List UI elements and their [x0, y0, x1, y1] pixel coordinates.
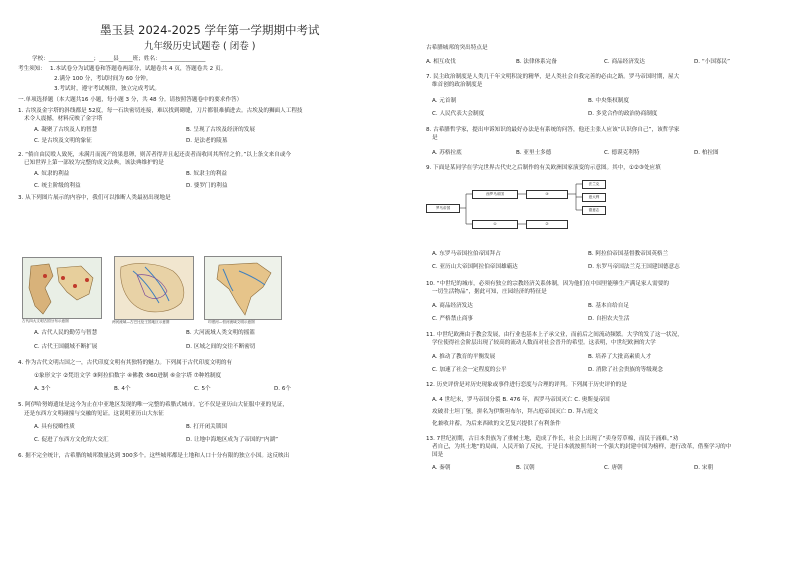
question-stem: 10. “中世纪的城市，必须有独立的宗教经济关系体制，因为他们在中国里能够生产满足家人需要的 — [426, 281, 669, 287]
question-stem: 6. 据不完全统计，古希腊的城邦数量达到 300多个。这些城邦都是土地和人口十分有限的独立小国。这反映出 — [18, 453, 290, 459]
note-1: 1.本试卷分为试题卷和答题卷两部分，试题卷共 4 页，答题卷共 2 页。 — [50, 66, 227, 72]
option-d[interactable]: D. 消除了社会贵族的等级观念 — [588, 367, 663, 373]
question-stem: 是 — [432, 135, 438, 141]
diagram-node-1: ① — [472, 220, 518, 229]
map-caption: 两河流域—古巴比伦王国地区示意图 — [112, 320, 170, 324]
option-d[interactable]: D. 宋朝 — [694, 465, 714, 471]
option-a[interactable]: A. 相互攻伐 — [426, 59, 456, 65]
option-a[interactable]: A. 商品经济发达 — [432, 303, 473, 309]
option-c[interactable]: C. 唐朝 — [604, 465, 623, 471]
question-stem: 已知世界上第一部较为完整的成文法典，该法典维护的是 — [24, 160, 164, 166]
option-c[interactable]: C. 是古埃及文明的象征 — [34, 138, 92, 144]
option-c[interactable]: C. 严格禁止商事 — [432, 316, 474, 322]
option-b[interactable]: B. 大河流域人类文明的摇篮 — [186, 330, 255, 336]
diagram-node-2: ② — [526, 220, 568, 229]
note-2: 2.满分 100 分，考试时间为 60 分钟。 — [54, 76, 152, 82]
option-b[interactable]: B. 打开闭关锁国 — [186, 424, 227, 430]
question-stem: 4. 作为古代文明古国之一，古代印度文明有其独特的魅力。下列属于古代印度文明的有 — [18, 360, 233, 366]
diagram-node-france: 法兰克 — [582, 180, 606, 189]
student-info-line: 学校：________________；_____县_____班；姓名：________________ — [32, 56, 206, 62]
option-line[interactable]: A. 4 世纪末，罗马帝国分裂 B. 476 年，西罗马帝国灭亡 C. 奥斯曼帝国 — [432, 397, 610, 403]
option-c[interactable]: C. 5个 — [194, 386, 211, 392]
question-stem: 8. 古希腊哲学家，提出申诉知识的最好办法是有系统的问答，他还主张人应该“认识你自己”，该哲学家 — [426, 127, 680, 133]
option-b[interactable]: B. 法律体系完备 — [516, 59, 557, 65]
diagram-node-3: ③ — [526, 190, 568, 199]
option-d[interactable]: D. 婆罗门的利益 — [186, 183, 228, 189]
option-d[interactable]: D. 是法老的陵墓 — [186, 138, 228, 144]
map-images — [22, 206, 282, 324]
question-stem: 3. 从下列图片展示的内容中，我们可以推断人类最初出现地是 — [18, 195, 171, 201]
diagram-node-west-rome: 西罗马帝国 — [472, 190, 518, 199]
option-d[interactable]: D. 自担农夫生活 — [588, 316, 630, 322]
question-stem: 维首创的政治制度是 — [432, 82, 483, 88]
mesopotamia-map-image — [114, 256, 194, 320]
world-map-image — [22, 257, 102, 319]
option-b[interactable]: B. 中央集权制度 — [588, 98, 629, 104]
notes-label: 考生须知： — [18, 66, 46, 72]
question-stem: 者自己，为其土地“的局面，人民开始了反抗，于是日本就按照当时一个强大的封建中国为榜样，进行改革，借鉴学习的中 — [432, 444, 732, 450]
question-stem: 7. 民主政治制度是人类几千年文明积淀的精华，是人类社会自我完善的必由之路。罗马帝国时期，屋大 — [426, 74, 680, 80]
option-a[interactable]: A. 元首制 — [432, 98, 457, 104]
option-d[interactable]: D. “小国寡民” — [694, 59, 731, 65]
option-d[interactable]: D. 柏拉图 — [694, 150, 719, 156]
option-b[interactable]: B. 培养了大批高素质人才 — [588, 354, 652, 360]
diagram-node-germany: 德意志 — [582, 206, 606, 215]
option-d[interactable]: D. 让地中海地区成为了帝国的“内湖” — [186, 437, 278, 443]
question-stem: 5. 阿伊哈努姆遗址是这今为止在中亚地区发现的唯一完整的希腊式城市。它不仅是亚历山大征服中亚的见证， — [18, 402, 289, 408]
option-a[interactable]: A. 3个 — [34, 386, 51, 392]
option-a[interactable]: A. 具有侵略性质 — [34, 424, 75, 430]
option-c[interactable]: C. 商品经济发达 — [604, 59, 646, 65]
option-b[interactable]: B. 奴隶主的利益 — [186, 171, 227, 177]
option-c[interactable]: C. 统主阶级的利益 — [34, 183, 81, 189]
exam-subtitle: 九年级历史试题卷 ( 闭卷 ) — [144, 41, 256, 52]
option-c[interactable]: C. 古代王国疆域不断扩展 — [34, 344, 98, 350]
option-d[interactable]: D. 区域之间的交往不断密切 — [186, 344, 256, 350]
exam-title: 墨玉县 2024-2025 学年第一学期期中考试 — [100, 23, 320, 37]
option-b[interactable]: B. 亚里士多德 — [516, 150, 552, 156]
option-b[interactable]: B. 汉朝 — [516, 465, 535, 471]
option-a[interactable]: A. 推动了教育的平衡发展 — [432, 354, 496, 360]
map-caption: 印度河—恒河流域文明示意图 — [208, 320, 255, 324]
option-c[interactable]: C. 德谟克利特 — [604, 150, 640, 156]
option-d[interactable]: D. 东罗马帝国法兰克王国建国德意志 — [588, 264, 680, 270]
map-caption: 古代四大文明古国分布示意图 — [22, 319, 69, 323]
option-c[interactable]: C. 亚历山大帝国阿拉伯帝国雄霸达 — [432, 264, 518, 270]
option-a[interactable]: A. 奴隶的利益 — [34, 171, 70, 177]
diagram-node-rome: 罗马帝国 — [426, 204, 460, 213]
question-stem: 11. 中世纪欧洲由于教会发展，由行业也基本上子承父业，而前后之间流动频繁。大学的发了这一状况， — [426, 332, 683, 338]
question-stem: 12. 历史评价是对历史现象或事件进行恋度与合理的评判。下列属于历史评价的是 — [426, 382, 627, 388]
option-a[interactable]: A. 东罗马帝国拉伯帝国拜占 — [432, 251, 501, 257]
question-stem: 13. 7世纪初期，古日本贵族为了重树土地，造成了作长，社会上出现了“卖身劳草棉，而民于涌难。”劝 — [426, 436, 679, 442]
option-d[interactable]: D. 多党合作的政治协商制度 — [588, 111, 658, 117]
option-c[interactable]: C. 加速了社会一定程度的公平 — [432, 367, 507, 373]
section-heading: 一.单项选择题（本大题共16 小题，每小题 3 分，共 48 分。请按照答题卷中的要求作答） — [18, 97, 243, 103]
option-b[interactable]: B. 呈现了古埃及经济的发展 — [186, 127, 255, 133]
option-d[interactable]: D. 6个 — [274, 386, 292, 392]
option-line[interactable]: 攻破君士坦丁堡，拼名为伊斯坦布尔，拜占庭帝国灭亡 D. 拜占庭文 — [432, 409, 599, 415]
option-b[interactable]: B. 阿拉伯帝国基督教帝国英格兰 — [588, 251, 669, 257]
option-a[interactable]: A. 苏格拉底 — [432, 150, 462, 156]
question-stem: 古希腊城邦的突出特点是 — [426, 45, 488, 51]
option-line[interactable]: 化兼收并蓄，为后来西欧的文艺复兴提供了有利条件 — [432, 421, 561, 427]
question-stem: 术令人震撼，材料反映了金字塔 — [24, 116, 103, 122]
europe-evolution-diagram — [426, 180, 626, 246]
question-stem: 国是 — [432, 452, 444, 458]
question-stem: 2. “倘自由民殴人致死，未满月而流产的果患卵，则苦者得并且起还责者而收回其所付之价。”以上条文来自或今 — [18, 152, 292, 158]
option-b[interactable]: B. 4个 — [114, 386, 131, 392]
question-stem: 一切生活物品”，据此可知，庄园经济的特征是 — [432, 289, 547, 295]
india-map-image — [204, 256, 282, 320]
question-stem: 9. 下面是某同学在学完世界古代史之后制作的有关欧洲国家演变的示意图。其中，①②③处应填 — [426, 165, 661, 171]
question-stem: 1. 古埃及金字塔的斜线都是 52度，每一石块密切连接，难以找到砌缝，刀片都很难插进去。古埃及的狮面人工程技 — [18, 108, 303, 114]
note-3: 3.考试时，遵守考试规律，独立完成考试。 — [54, 86, 161, 92]
question-stem: ①象形文字 ②梵语文学 ③阿拉伯数字 ④佛教 ⑤60进制 ⑥金字塔 ⑦种姓制度 — [34, 373, 222, 379]
question-stem: 学位使得社会阶层出现了较高的流动人数而对社会晋升的希望。这表明，中世纪欧洲的大学 — [432, 340, 656, 346]
option-c[interactable]: C. 人民代表大会制度 — [432, 111, 485, 117]
question-stem: 还是东西方文明碰撞与交融的见证。这说明亚历山大东征 — [24, 411, 164, 417]
option-a[interactable]: A. 秦朝 — [432, 465, 451, 471]
option-a[interactable]: A. 古代人民的勤劳与智慧 — [34, 330, 98, 336]
option-c[interactable]: C. 促进了东西方文化的大交汇 — [34, 437, 109, 443]
option-b[interactable]: B. 基本自给自足 — [588, 303, 629, 309]
option-a[interactable]: A. 凝聚了古埃及人的智慧 — [34, 127, 98, 133]
diagram-node-italy: 意大利 — [582, 193, 606, 202]
